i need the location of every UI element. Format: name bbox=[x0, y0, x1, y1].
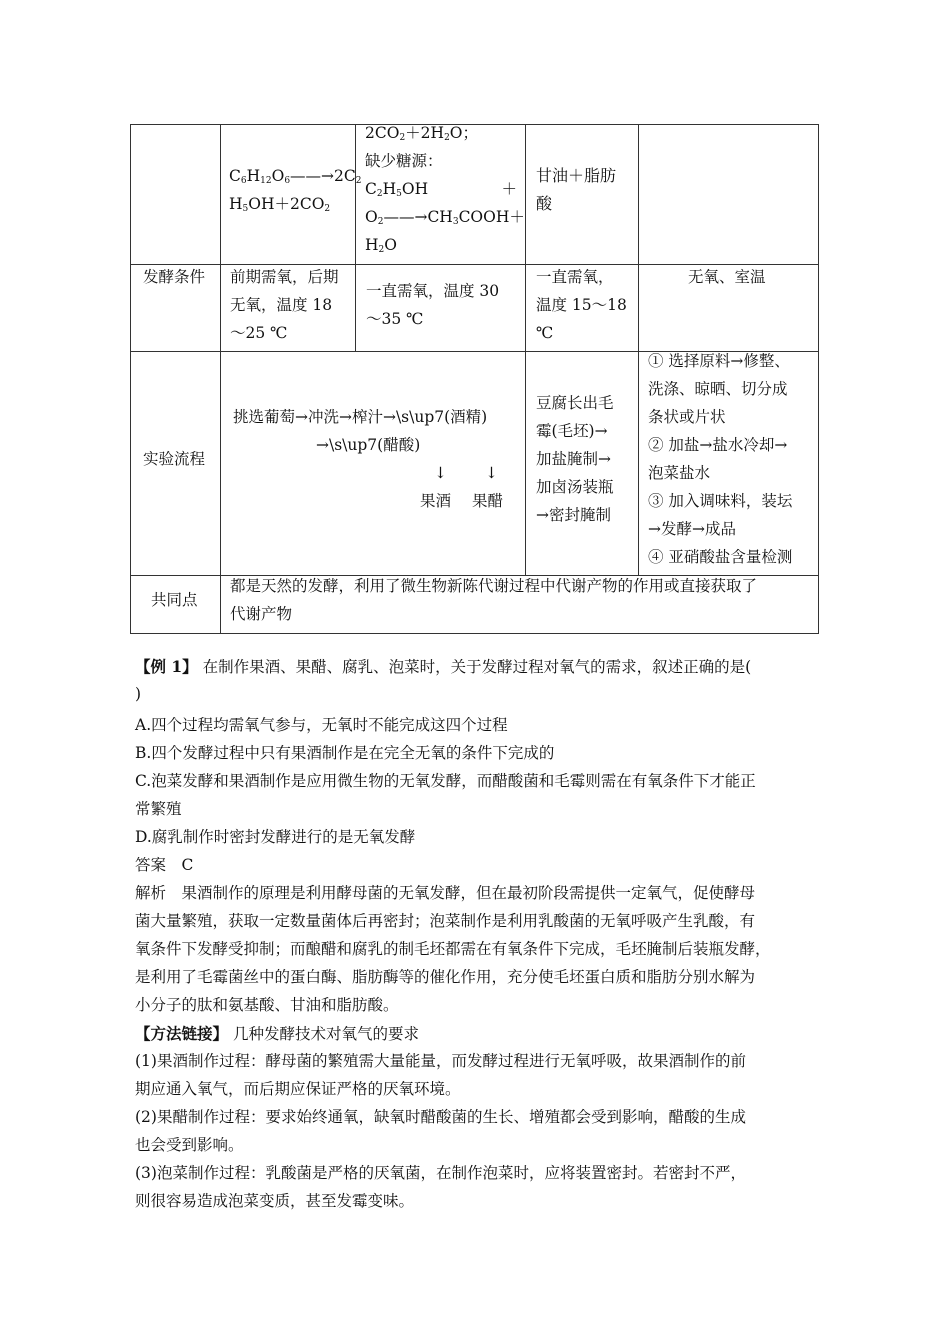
row2-col2: 一直需氧，温度 30 ～35 ℃ bbox=[366, 282, 500, 328]
example-question: 【例 1】 在制作果酒、果醋、腐乳、泡菜时，关于发酵过程对氧气的需求，叙述正确的是( bbox=[135, 657, 752, 676]
example-label: 【例 1】 bbox=[135, 657, 198, 676]
row4-content: 都是天然的发酵，利用了微生物新陈代谢过程中代谢产物的作用或直接获取了 代谢产物 bbox=[230, 577, 758, 623]
option-c-line2: 常繁殖 bbox=[135, 800, 182, 818]
analysis-line5: 小分子的肽和氨基酸、甘油和脂肪酸。 bbox=[135, 996, 399, 1014]
analysis-line3: 氧条件下发酵受抑制；而酿醋和腐乳的制毛坯都需在有氧条件下完成，毛坯腌制后装瓶发酵， bbox=[135, 940, 771, 958]
answer: 答案 C bbox=[135, 856, 194, 874]
row3-col4: ① 选择原料→修整、 洗涤、晾晒、切分成 条状或片状 ② 加盐→盐水冷却→ 泡菜盐水 ③ 加入调味料，装坛 →发酵→成品 ④ 亚硝酸盐含量检测 bbox=[648, 352, 793, 566]
row3-col3: 豆腐长出毛 霉(毛坯)→ 加盐腌制→ 加卤汤装瓶 →密封腌制 bbox=[536, 394, 614, 524]
row1-col3: 甘油＋脂肪 酸 bbox=[536, 166, 617, 213]
row2-col4: 无氧、室温 bbox=[688, 268, 766, 286]
table-col-divider bbox=[638, 125, 639, 575]
method-p3-line2: 则很容易造成泡菜变质，甚至发霉变味。 bbox=[135, 1192, 415, 1210]
option-b: B.四个发酵过程中只有果酒制作是在完全无氧的条件下完成的 bbox=[135, 744, 555, 762]
option-a: A.四个过程均需氧气参与，无氧时不能完成这四个过程 bbox=[135, 716, 508, 734]
row3-product2: 果醋 bbox=[472, 492, 504, 510]
option-c-line1: C.泡菜发酵和果酒制作是应用微生物的无氧发酵，而醋酸菌和毛霉则需在有氧条件下才能正 bbox=[135, 772, 756, 790]
method-p2-line2: 也会受到影响。 bbox=[135, 1136, 244, 1154]
table-col-divider bbox=[525, 125, 526, 575]
fermentation-comparison-table bbox=[130, 124, 819, 634]
row2-col1: 前期需氧，后期 无氧，温度 18 ～25 ℃ bbox=[230, 268, 339, 342]
row3-wine-line1: 挑选葡萄→冲洗→榨汁→\s\up7(酒精) bbox=[233, 408, 488, 426]
method-label: 【方法链接】 bbox=[135, 1024, 229, 1043]
analysis-line2: 菌大量繁殖，获取一定数量菌体后再密封；泡菜制作是利用乳酸菌的无氧呼吸产生乳酸，有 bbox=[135, 912, 756, 930]
analysis-line4: 是利用了毛霉菌丝中的蛋白酶、脂肪酶等的催化作用，充分使毛坯蛋白质和脂肪分别水解为 bbox=[135, 968, 756, 986]
example-question-line2: ) bbox=[135, 685, 142, 703]
row1-col2: $2CO_2+2H_2O$； 缺少糖源： $C_2H_5OH$ ＋ $O_2——\to CH_3COOH$ ＋ $H_2O$ bbox=[365, 124, 525, 255]
row3-wine-line2: →\s\up7(醋酸) bbox=[316, 436, 421, 454]
option-d: D.腐乳制作时密封发酵进行的是无氧发酵 bbox=[135, 828, 416, 846]
method-heading bbox=[135, 1020, 825, 1049]
method-p2-line1: (2)果醋制作过程：要求始终通氧，缺氧时醋酸菌的生长、增殖都会受到影响，醋酸的生成 bbox=[135, 1108, 746, 1126]
method-title: 几种发酵技术对氧气的要求 bbox=[232, 1025, 419, 1043]
row3-label: 实验流程 bbox=[143, 450, 206, 468]
row3-product1: 果酒 bbox=[420, 492, 452, 510]
arrow-down-icon: ↓ bbox=[485, 464, 498, 482]
row2-col3: 一直需氧， 温度 15～18 ℃ bbox=[536, 268, 627, 342]
row2-label: 发酵条件 bbox=[143, 268, 206, 286]
row1-col1: $C_6H_{12}O_6——\to 2C_2$ $H_5OH+2CO_2$ bbox=[229, 167, 362, 214]
row4-label: 共同点 bbox=[151, 591, 198, 609]
row1-col2-line2: 缺少糖源： bbox=[365, 152, 443, 170]
method-p1-line1: (1)果酒制作过程：酵母菌的繁殖需大量能量，而发酵过程进行无氧呼吸，故果酒制作的前 bbox=[135, 1052, 746, 1070]
method-p3-line1: (3)泡菜制作过程：乳酸菌是严格的厌氧菌，在制作泡菜时，应将装置密封。若密封不严， bbox=[135, 1164, 746, 1182]
table-col-divider bbox=[355, 125, 356, 351]
method-p1-line2: 期应通入氧气，而后期应保证严格的厌氧环境。 bbox=[135, 1080, 461, 1098]
arrow-down-icon: ↓ bbox=[434, 464, 447, 482]
analysis-line1: 解析 果酒制作的原理是利用酵母菌的无氧发酵，但在最初阶段需提供一定氧气，促使酵母 bbox=[135, 884, 756, 902]
table-col-divider bbox=[220, 125, 221, 633]
